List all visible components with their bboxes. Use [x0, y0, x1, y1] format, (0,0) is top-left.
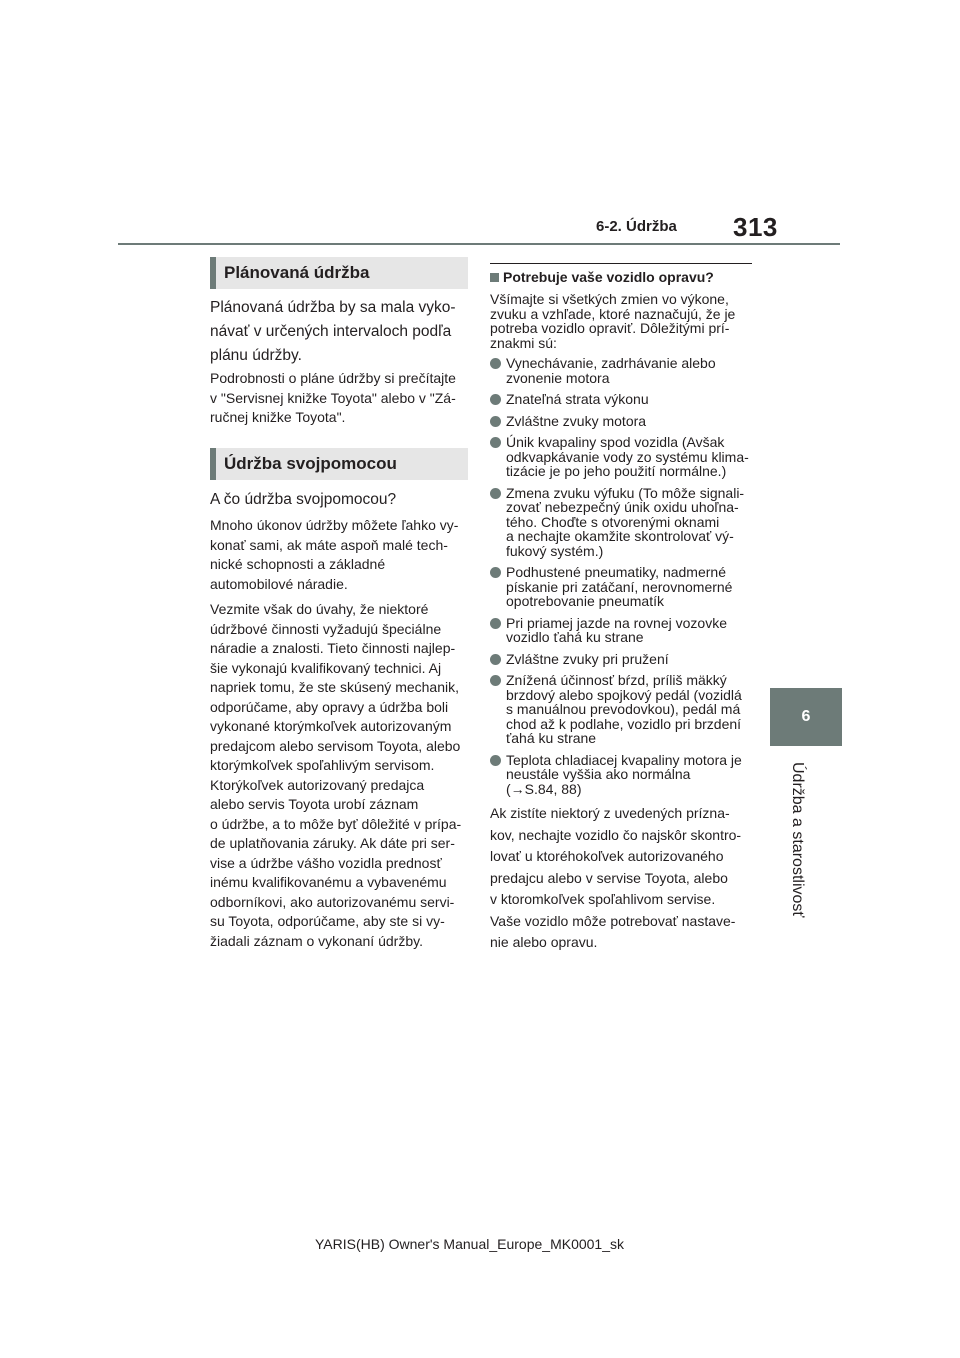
- text-line: zovať nebezpečný únik oxidu uhoľna-: [506, 499, 739, 515]
- section-heading-planned-maintenance: Plánovaná údržba: [210, 257, 468, 289]
- text-line: žiadali záznam o vykonaní údržby.: [210, 932, 423, 949]
- text-line: odporúčame, aby opravy a údržba boli: [210, 698, 449, 715]
- self-maintenance-lead: [210, 488, 470, 512]
- bullet-dot-icon: [490, 567, 501, 578]
- list-item: [490, 673, 752, 746]
- text-line: vykonané ktorýmkoľvek autorizovaným: [210, 718, 452, 734]
- bullet-dot-icon: [490, 437, 501, 448]
- text-line: Ktorýkoľvek autorizovaný predajca: [210, 776, 425, 793]
- text-line: napriek tomu, že ste skúsený mechanik,: [210, 679, 460, 695]
- text-line: su Toyota, odporúčame, aby ste si vy-: [210, 913, 445, 929]
- cross-reference-link[interactable]: (→S.84, 88): [506, 780, 582, 797]
- text-line: zvonenie motora: [506, 369, 610, 386]
- text-line: Všímajte si všetkých zmien vo výkone,: [490, 291, 729, 307]
- text-line: ktorýmkoľvek spoľahlivým servisom.: [210, 757, 435, 773]
- text-line: Zvláštne zvuky motora: [506, 412, 647, 429]
- lead-line: plánu údržby.: [210, 347, 302, 364]
- text-line: brzdový alebo spojkový pedál (vozidlá: [506, 686, 742, 703]
- text-line: Teplota chladiacej kvapaliny motora je: [506, 751, 742, 768]
- bullet-dot-icon: [490, 654, 501, 665]
- planned-maintenance-text: [210, 369, 470, 428]
- bullet-dot-icon: [490, 416, 501, 427]
- text-line: s manuálnou prevodovkou), pedál má: [506, 701, 741, 717]
- text-line: de uplatňovania záruky. Ak dáte pri ser-: [210, 835, 455, 851]
- text-line: Pri priamej jazde na rovnej vozovke: [506, 614, 727, 631]
- text-line: Zmena zvuku výfuku (To môže signali-: [506, 484, 745, 501]
- section-label: 6-2. Údržba: [596, 218, 677, 235]
- text-line: fukový systém.): [506, 542, 604, 559]
- self-maintenance-text-1: [210, 516, 470, 594]
- text-line: o údržbe, a to môže byť dôležité v prípa-: [210, 815, 462, 832]
- self-maintenance-text-2: [210, 600, 470, 951]
- chapter-tab[interactable]: [770, 688, 842, 746]
- repair-subheading: [490, 263, 752, 286]
- text-line: nické schopnosti a základné: [210, 556, 386, 572]
- chapter-title: Údržba a starostlivosť: [789, 762, 806, 918]
- header-divider: [118, 243, 840, 245]
- symptom-list: [490, 356, 752, 796]
- text-line: kov, nechajte vozidlo čo najskôr skontro-: [490, 826, 742, 843]
- text-line: Vynechávanie, zadrhávanie alebo: [506, 355, 716, 371]
- text-line: odkvapkávanie vody zo systému klima-: [506, 448, 749, 465]
- manual-footer: YARIS(HB) Owner's Manual_Europe_MK0001_sk: [315, 1236, 624, 1252]
- lead-line: návať v určených intervaloch podľa: [210, 323, 452, 340]
- repair-section: [490, 263, 752, 954]
- text-line: predajcom alebo servisom Toyota, alebo: [210, 737, 461, 754]
- text-line: Mnoho úkonov údržby môžete ľahko vy-: [210, 517, 459, 533]
- square-bullet-icon: [490, 273, 499, 282]
- list-item: [490, 486, 752, 559]
- text-line: neustále vyššia ako normálna: [506, 766, 691, 782]
- list-item: [490, 356, 752, 385]
- text-line: údržbové činnosti vyžadujú špeciálne: [210, 620, 442, 637]
- bullet-dot-icon: [490, 675, 501, 686]
- text-line: ručnej knižke Toyota".: [210, 409, 346, 425]
- text-line: predajcu alebo v servise Toyota, alebo: [490, 869, 728, 886]
- planned-maintenance-lead: [210, 296, 470, 368]
- text-line: a nechajte okamžite skontrolovať vý-: [506, 528, 734, 544]
- text-line: opotrebovanie pneumatík: [506, 593, 664, 609]
- list-item: [490, 392, 752, 407]
- text-line: v "Servisnej knižke Toyota" alebo v "Zá-: [210, 389, 456, 406]
- text-line: konať sami, ak máte aspoň malé tech-: [210, 536, 448, 553]
- bullet-dot-icon: [490, 755, 501, 766]
- list-item: [490, 435, 752, 479]
- text-line: inému kvalifikovanému a vybavenému: [210, 874, 447, 890]
- text-line: vise a údržbe vášho vozidla prednosť: [210, 854, 442, 871]
- text-line: Ak zistíte niektorý z uvedených prízna-: [490, 805, 730, 821]
- text-line: Zvláštne zvuky pri pružení: [506, 650, 669, 667]
- lead-line: A čo údržba svojpomocou?: [210, 491, 397, 508]
- text-line: vozidlo ťahá ku strane: [506, 629, 644, 645]
- text-line: odborníkovi, ako autorizovanému servi-: [210, 893, 455, 910]
- text-line: tizácie je po jeho použití normálne.): [506, 463, 727, 479]
- bullet-dot-icon: [490, 488, 501, 499]
- lead-line: Plánovaná údržba by sa mala vyko-: [210, 299, 456, 316]
- list-item: [490, 414, 752, 429]
- text-line: Podhustené pneumatiky, nadmerné: [506, 564, 726, 580]
- text-line: znakmi sú:: [490, 334, 557, 351]
- list-item: [490, 616, 752, 645]
- repair-subheading-text: Potrebuje vaše vozidlo opravu?: [503, 269, 714, 285]
- chapter-number: 6: [801, 708, 811, 725]
- text-line: Znížená účinnosť bŕzd, príliš mäkký: [506, 672, 727, 688]
- text-line: Vaše vozidlo môže potrebovať nastave-: [490, 912, 736, 929]
- list-item: [490, 753, 752, 797]
- list-item: [490, 565, 752, 609]
- text-line: šie vykonajú kvalifikovaný technici. Aj: [210, 659, 442, 676]
- text-line: nie alebo opravu.: [490, 934, 598, 950]
- page-number: 313: [733, 212, 778, 242]
- section-heading-self-maintenance: Údržba svojpomocou: [210, 448, 468, 480]
- text-line: automobilové náradie.: [210, 575, 348, 592]
- bullet-dot-icon: [490, 394, 501, 405]
- text-line: pískanie pri zatáčaní, nerovnomerné: [506, 578, 733, 595]
- text-line: ťahá ku strane: [506, 730, 597, 746]
- repair-intro: [490, 292, 752, 350]
- text-line: Podrobnosti o pláne údržby si prečítajte: [210, 370, 456, 386]
- text-line: chod až k podlahe, vozidlo pri brzdení: [506, 715, 742, 732]
- repair-outro: [490, 803, 752, 954]
- text-line: zvuku a vzhľade, ktoré naznačujú, že je: [490, 305, 736, 322]
- text-line: v ktoromkoľvek spoľahlivom servise.: [490, 891, 716, 907]
- text-line: Únik kvapaliny spod vozidla (Avšak: [506, 434, 725, 450]
- text-line: lovať u ktoréhokoľvek autorizovaného: [490, 848, 724, 864]
- text-line: Vezmite však do úvahy, že niektoré: [210, 601, 429, 617]
- text-line: tého. Choďte s otvorenými oknami: [506, 513, 720, 530]
- text-line: potreba vozidlo opraviť. Dôležitými prí-: [490, 320, 730, 336]
- text-line: alebo servis Toyota urobí záznam: [210, 796, 419, 812]
- bullet-dot-icon: [490, 358, 501, 369]
- list-item: [490, 652, 752, 667]
- text-line: Znateľná strata výkonu: [506, 391, 649, 407]
- bullet-dot-icon: [490, 618, 501, 629]
- text-line: náradie a znalosti. Tieto činnosti najlep-: [210, 640, 456, 656]
